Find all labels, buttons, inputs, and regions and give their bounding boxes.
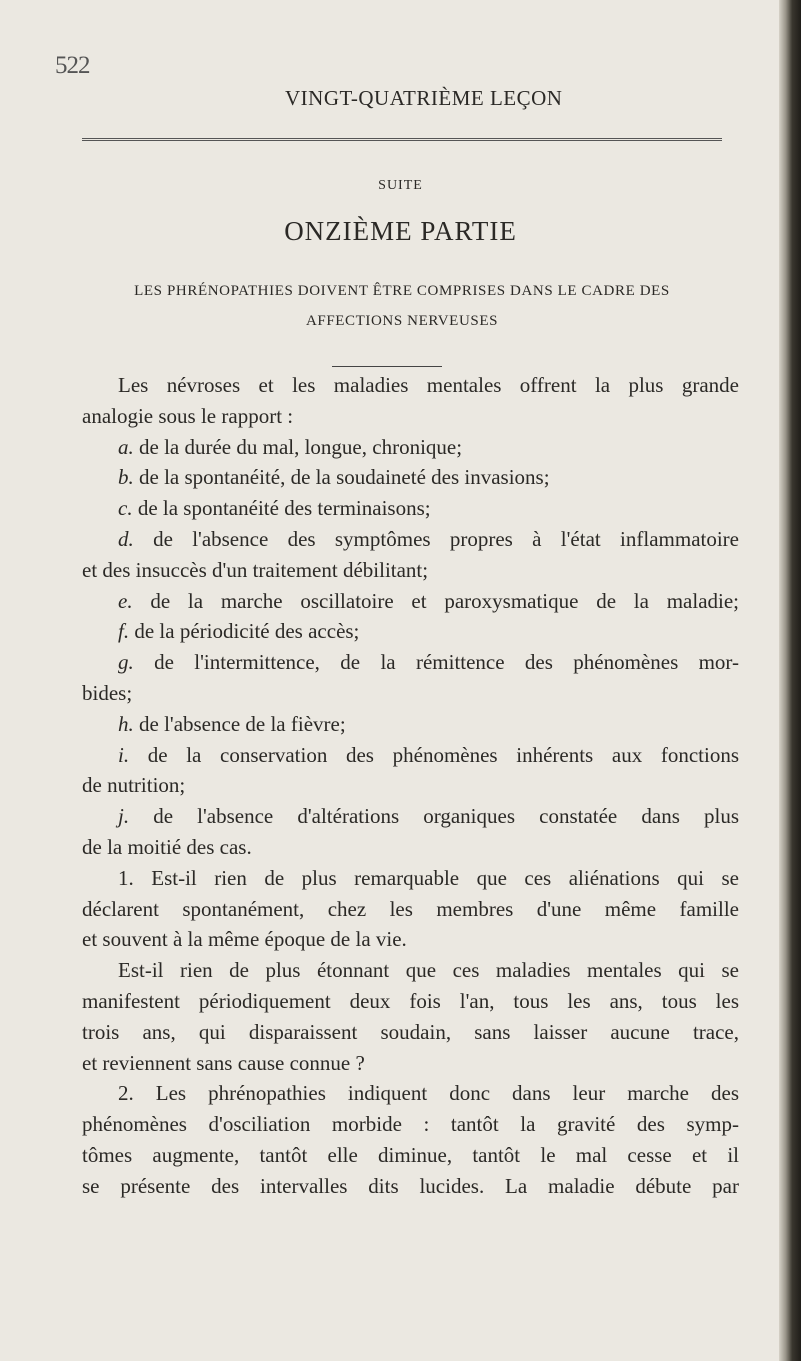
part-subtitle (82, 276, 722, 336)
subtitle-line: LES PHRÉNOPATHIES DOIVENT ÊTRE COMPRISES DANS LE CADRE DES (134, 283, 670, 299)
book-spine-shadow (779, 0, 801, 1361)
list-text: de la spontanéité, de la soudaineté des invasions; (139, 465, 550, 490)
list-text: de l'intermittence, de la rémittence des phénomènes mor- (154, 650, 739, 675)
list-item-a (82, 432, 739, 463)
text-line: tômes augmente, tantôt elle diminue, tantôt le mal cesse et il (82, 1142, 739, 1167)
list-letter: b. (118, 465, 134, 490)
list-text-continued: et des insuccès d'un traitement débilitant; (82, 557, 429, 582)
running-head: VINGT-QUATRIÈME LEÇON (285, 86, 563, 110)
list-letter: g. (118, 650, 134, 675)
text-line: Les névroses et les maladies mentales offrent la plus grande (118, 373, 739, 397)
text-line: et souvent à la même époque de la vie. (82, 927, 407, 952)
list-letter: a. (118, 434, 134, 459)
text-line: analogie sous le rapport : (82, 403, 294, 428)
list-letter: j. (118, 804, 130, 829)
list-item-f (82, 616, 739, 647)
list-text-continued: bides; (82, 680, 133, 705)
text-line: Est-il rien de plus étonnant que ces maladies mentales qui se (118, 958, 739, 983)
text-line: et reviennent sans cause connue ? (82, 1050, 365, 1075)
list-letter: f. (118, 619, 130, 644)
list-text: de la spontanéité des terminaisons; (137, 496, 431, 521)
text-line: 2. Les phrénopathies indiquent donc dans leur marche des (118, 1081, 739, 1106)
list-letter: d. (118, 526, 134, 551)
body-text (82, 370, 739, 1202)
text-line: 1. Est-il rien de plus remarquable que ces aliénations qui se (118, 865, 739, 890)
page-number: 522 (55, 52, 90, 79)
list-item-c (82, 493, 739, 524)
list-item-d (82, 524, 739, 555)
header-rule (82, 138, 722, 141)
text-line: déclarent spontanément, chez les membres d'une même famille (82, 896, 739, 921)
list-item-i (82, 740, 739, 771)
list-letter: e. (118, 588, 133, 613)
list-text: de l'absence de la fièvre; (139, 711, 346, 736)
list-item-b (82, 462, 739, 493)
list-text: de la durée du mal, longue, chronique; (139, 434, 463, 459)
list-text-continued: de la moitié des cas. (82, 834, 252, 859)
subtitle-line: AFFECTIONS NERVEUSES (305, 313, 499, 329)
list-item-g (82, 647, 739, 678)
text-line: se présente des intervalles dits lucides. La maladie débute par (82, 1173, 739, 1198)
section-suite-label: SUITE (378, 178, 423, 193)
list-text: de l'absence d'altérations organiques constatée dans plus (153, 804, 739, 829)
list-letter: i. (118, 742, 130, 767)
list-text: de l'absence des symptômes propres à l'état inflammatoire (153, 526, 739, 551)
list-letter: h. (118, 711, 134, 736)
list-text: de la périodicité des accès; (134, 619, 360, 644)
list-item-h (82, 709, 739, 740)
section-rule (332, 366, 442, 367)
list-text-continued: de nutrition; (82, 773, 186, 798)
text-line: manifestent périodiquement deux fois l'an, tous les ans, tous les (82, 988, 739, 1013)
list-letter: c. (118, 496, 133, 521)
list-text: de la conservation des phénomènes inhérents aux fonctions (147, 742, 740, 767)
list-text: de la marche oscillatoire et paroxysmatique de la maladie; (150, 588, 740, 613)
list-item-e (82, 586, 739, 617)
list-item-j (82, 801, 739, 832)
text-line: trois ans, qui disparaissent soudain, sans laisser aucune trace, (82, 1019, 739, 1044)
part-title: ONZIÈME PARTIE (284, 216, 517, 246)
text-line: phénomènes d'osciliation morbide : tantôt la gravité des symp- (82, 1112, 739, 1137)
